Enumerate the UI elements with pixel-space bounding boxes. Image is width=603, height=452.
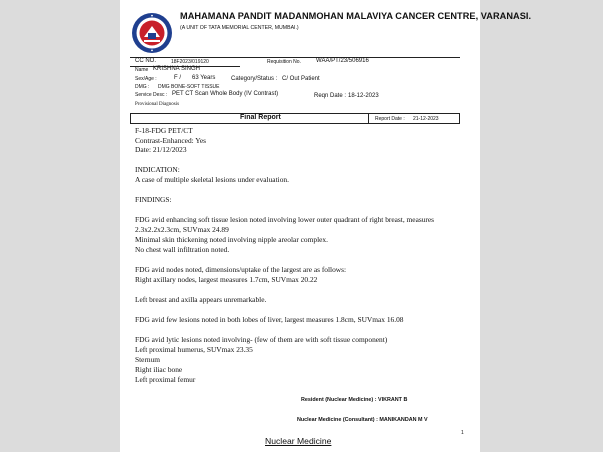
service-value: PET CT Scan Whole Body (IV Contrast) <box>172 91 279 97</box>
age-value: 63 Years <box>192 75 216 81</box>
section-heading: INDICATION: <box>135 165 180 174</box>
report-date-value: 21-12-2023 <box>413 116 439 122</box>
institution-name: MAHAMANA PANDIT MADANMOHAN MALAVIYA CANCER CENTRE, VARANASI. <box>180 11 532 21</box>
reqn-date-label: Reqn Date : <box>314 93 347 99</box>
report-line: Contrast-Enhanced: Yes <box>135 136 207 145</box>
divider <box>130 113 460 114</box>
category-label: Category/Status : <box>231 76 278 82</box>
report-line: 2.3x2.2x2.3cm, SUVmax 24.89 <box>135 225 229 234</box>
consultant-signature: Nuclear Medicine (Consultant) : MANIKANDAN M V <box>297 417 428 423</box>
hospital-seal-icon <box>131 12 173 54</box>
resident-signature: Resident (Nuclear Medicine) : VIKRANT B <box>301 397 408 403</box>
dmg-value: DMG BONE-SOFT TISSUE <box>158 84 220 90</box>
report-line: Minimal skin thickening noted involving nipple areolar complex. <box>135 235 328 244</box>
report-line: FDG avid enhancing soft tissue lesion noted involving lower outer quadrant of right breast, measures <box>135 215 435 224</box>
provisional-diagnosis-label: Provisional Diagnosis <box>135 102 180 107</box>
sex-age-label: Sex/Age : <box>135 76 157 82</box>
report-line: F-18-FDG PET/CT <box>135 126 193 135</box>
requisition-value: WAA/PT/23/506916 <box>316 58 369 64</box>
report-line: Left breast and axilla appears unremarkable. <box>135 295 267 304</box>
section-heading: FINDINGS: <box>135 195 172 204</box>
report-line: FDG avid few lesions noted in both lobes of liver, largest measures 1.8cm, SUVmax 16.08 <box>135 315 404 324</box>
page-number: 1 <box>461 430 464 436</box>
report-line: No chest wall infiltration noted. <box>135 245 230 254</box>
dmg-label: DMG : <box>135 84 150 90</box>
report-line: Date: 21/12/2023 <box>135 145 187 154</box>
report-date-label: Report Date : <box>375 116 405 122</box>
report-line: FDG avid nodes noted, dimensions/uptake of the largest are as follows: <box>135 265 347 274</box>
sex-value: F / <box>174 75 181 81</box>
report-line: Right axillary nodes, largest measures 1.7cm, SUVmax 20.22 <box>135 275 318 284</box>
institution-subtitle: (A UNIT OF TATA MEMORIAL CENTER, MUMBAI.) <box>180 25 299 31</box>
service-label: Service Desc : <box>135 92 168 98</box>
requisition-label: Requisition No. <box>267 59 301 65</box>
report-page <box>120 0 532 452</box>
category-value: C/ Out Patient <box>282 76 320 82</box>
report-line: Right iliac bone <box>135 365 183 374</box>
divider <box>130 57 460 58</box>
name-label: Name <box>135 67 149 73</box>
patient-name: KRISHNA SINGH <box>153 66 201 72</box>
reqn-date-value: 18-12-2023 <box>348 93 379 99</box>
report-line: Left proximal femur <box>135 375 196 384</box>
report-line: FDG avid lytic lesions noted involving- (few of them are with soft tissue component) <box>135 335 388 344</box>
cc-label: CC NO. <box>135 58 156 64</box>
cc-value: 18F2023/019120 <box>171 59 209 65</box>
divider <box>130 123 460 124</box>
footer-department: Nuclear Medicine <box>265 436 332 446</box>
report-line: A case of multiple skeletal lesions under evaluation. <box>135 175 289 184</box>
final-report-title: Final Report <box>240 114 281 121</box>
report-line: Left proximal humerus, SUVmax 23.35 <box>135 345 253 354</box>
report-line: Sternum <box>135 355 161 364</box>
